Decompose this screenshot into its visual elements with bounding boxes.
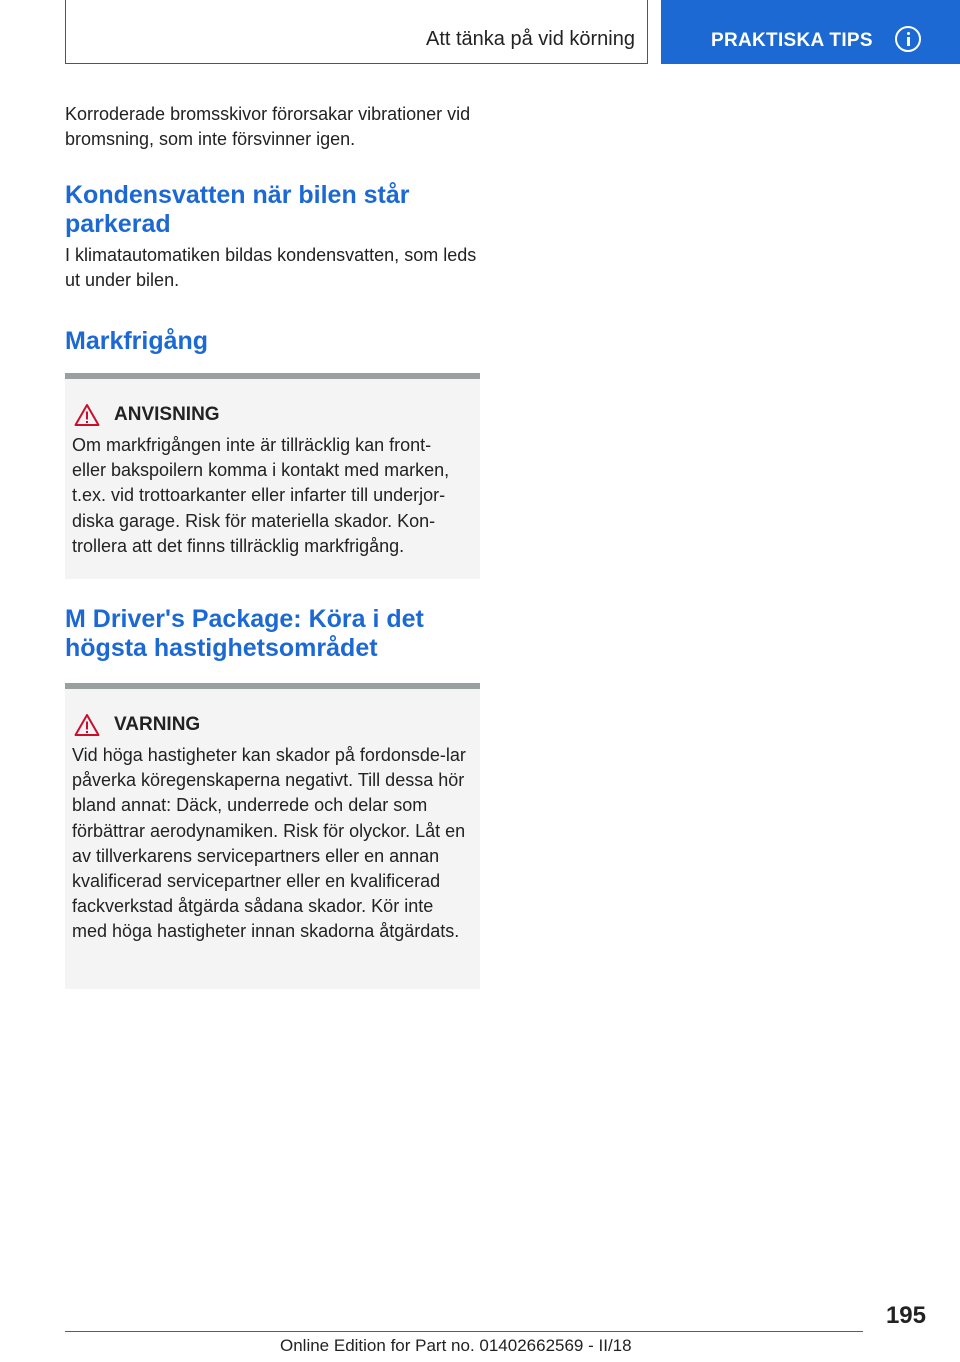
edition-text: Online Edition for Part no. 01402662569 - II/18 <box>280 1336 632 1355</box>
notice-text: Om markfrigången inte är tillräcklig kan front- eller bakspoilern komma i kontakt med marken, t.ex. vid trottoarkanter eller infarter till underjor-diska garage. Risk för materiella skador. Kon-trollera att det finns tillräcklig markfrigång. <box>72 435 450 556</box>
notice-box <box>65 373 480 579</box>
warning-text: Vid höga hastigheter kan skador på fordonsde-lar påverka köregenskaperna negativt. Till dessa hör bland annat: Däck, underrede och delar som förbättrar aerodynamiken. Risk för olyckor. Låt en av tillverkarens servicepartners eller en annan kvalificerad servicepartner eller en kvalificerad fackverkstad åtgärda sådana skador. Kör inte med höga hastigheter innan skadorna åtgärdats. <box>72 745 466 942</box>
chapter-tab[interactable] <box>661 0 960 64</box>
intro-paragraph: Korroderade bromsskivor förorsakar vibrationer vid bromsning, som inte försvinner igen. <box>65 104 471 149</box>
warning-box <box>65 683 480 989</box>
chapter-title: PRAKTISKA TIPS <box>711 30 873 51</box>
warning-title: VARNING <box>114 714 201 735</box>
notice-title: ANVISNING <box>114 404 220 425</box>
info-icon <box>895 26 921 52</box>
header-section-box <box>65 0 648 64</box>
page-number: 195 <box>885 1302 926 1329</box>
main-content <box>65 102 480 989</box>
footer-rule <box>65 1331 863 1332</box>
section-title: Att tänka på vid körning <box>425 28 635 50</box>
warning-icon <box>74 713 100 737</box>
condensation-paragraph: I klimatautomatiken bildas kondensvatten, som leds ut under bilen. <box>65 245 477 290</box>
heading-m-drivers-package: M Driver's Package: Köra i det högsta hastighetsområdet <box>65 605 424 662</box>
warning-icon <box>74 403 100 427</box>
heading-ground-clearance: Markfrigång <box>65 327 209 355</box>
heading-condensation: Kondensvatten när bilen står parkerad <box>65 181 410 238</box>
